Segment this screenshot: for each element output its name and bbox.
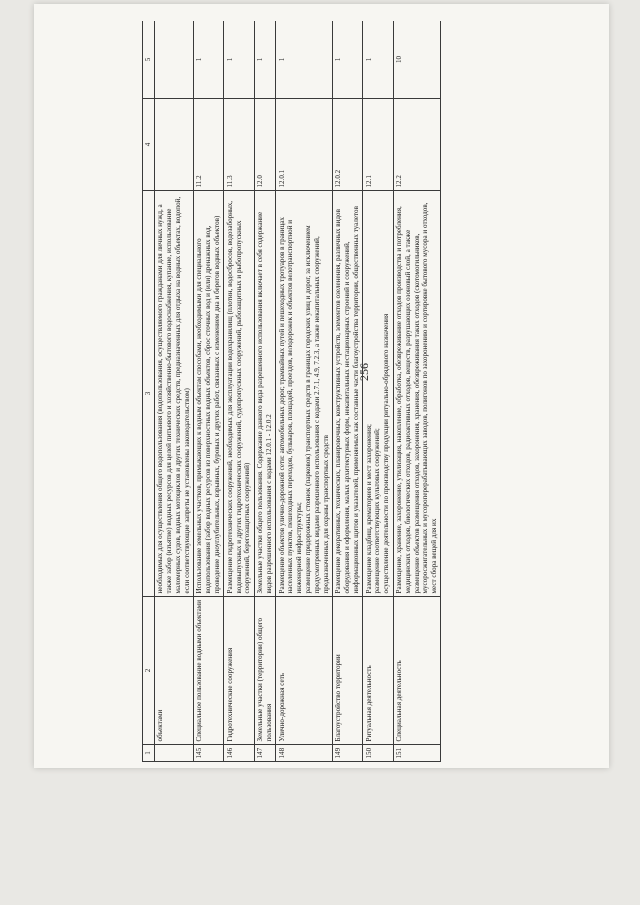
row-number-cell: 148 (276, 745, 333, 762)
use-description-cell (193, 191, 223, 597)
column-header: 3 (143, 191, 155, 597)
use-name-cell: Земельные участки (территории) общего пользования (254, 597, 276, 745)
use-description-cell (154, 191, 193, 597)
value-cell: 1 (193, 21, 223, 99)
table-row (276, 21, 333, 762)
page-number: 256 (357, 363, 371, 381)
use-code-cell: 12.0 (254, 99, 276, 191)
value-cell: 1 (332, 21, 362, 99)
use-description-cell (224, 191, 254, 597)
column-header: 2 (143, 597, 155, 745)
row-number-cell: 151 (393, 745, 441, 762)
description-paragraph: Размещение объектов улично-дорожной сети: автомобильных дорог, трамвайных путей и пешеходных тротуаров в границах населенных пунктов, пешеходных переходов, бульваров, площадей, проездов, велодорожек и объектов велотранспортной и инженерной инфраструктуры; (277, 217, 304, 594)
description-paragraph: Размещение декоративных, технических, планировочных, конструктивных устройств, элементов озеленения, различных видов оборудования и оформления, малых архитектурных форм, некапитальных нестационарных строений и сооружений, информационных щитов и указателей, применяемых как составные части благоустройства территории, общественных туалетов (334, 206, 360, 594)
description-paragraph: Размещение кладбищ, крематориев и мест захоронения; (364, 424, 373, 594)
column-header: 5 (143, 21, 155, 99)
use-description-cell (393, 191, 441, 597)
row-number-cell: 147 (254, 745, 276, 762)
value-cell: 1 (363, 21, 393, 99)
use-name-cell: Гидротехнические сооружения (224, 597, 254, 745)
value-cell (154, 21, 193, 99)
description-paragraph: размещение придорожных стоянок (парковок) транспортных средств в границах городских улиц и дорог, за исключением предусмотренных видами разрешенного использования с кодами 2.7.1, 4.9, 7.2.3, а также некапитальных сооружений, предназначенных для охраны транспортных средств (304, 225, 330, 594)
use-code-cell: 12.0.1 (276, 99, 333, 191)
table-row (193, 21, 223, 762)
use-description-cell (276, 191, 333, 597)
use-name-cell: Специальная деятельность (393, 597, 441, 745)
use-code-cell: 12.0.2 (332, 99, 362, 191)
table-row (332, 21, 362, 762)
column-header: 4 (143, 99, 155, 191)
use-code-cell (154, 99, 193, 191)
row-number-cell: 149 (332, 745, 362, 762)
use-name-cell: объектами (154, 597, 193, 745)
value-cell: 1 (254, 21, 276, 99)
description-paragraph: Земельные участки общего пользования. Содержание данного вида разрешенного использования включает в себя содержание видов разрешенного использования с кодами 12.0.1 - 12.0.2 (256, 211, 273, 594)
column-header: 1 (143, 745, 155, 762)
use-description-cell (332, 191, 362, 597)
table-row (363, 21, 393, 762)
table-row (224, 21, 254, 762)
row-number-cell (154, 745, 193, 762)
use-description-cell (254, 191, 276, 597)
use-name-cell: Благоустройство территории (332, 597, 362, 745)
use-description-cell (363, 191, 393, 597)
rotated-table-frame (142, 21, 632, 762)
row-number-cell: 146 (224, 745, 254, 762)
description-paragraph: осуществление деятельности по производству продукции ритуально-обрядового назначения (382, 313, 391, 594)
table-body (154, 21, 441, 762)
use-code-cell: 11.3 (224, 99, 254, 191)
description-paragraph: Использование земельных участков, примыкающих к водным объектам способами, необходимыми для специального водопользования (забор водных ресурсов из поверхностных водных объектов, сброс сточных вод и (или) дренажных вод, проведение дноуглубительных, взрывных, буровых и других работ, связанных с изменением дна и берегов водных объектов) (195, 215, 221, 594)
landscape-table-container (142, 21, 632, 762)
description-paragraph: Размещение, хранение, захоронение, утилизация, накопление, обработка, обезвреживание отходов производства и потребления, медицинских отходов, биологических отходов, радиоактивных отходов, веществ, разрушающих озоновый слой, а также размещение объектов размещения отходов, захоронения, хранения, обезвреживания таких отходов (скотомогильников, мусоросжигательных и мусороперерабатывающих заводов, полигонов по захоронению и сортировке бытового мусора и отходов, мест сбора вещей для их (395, 202, 439, 594)
use-code-cell: 12.1 (363, 99, 393, 191)
value-cell: 10 (393, 21, 441, 99)
use-name-cell: Специальное пользование водными объектами (193, 597, 223, 745)
use-code-cell: 12.2 (393, 99, 441, 191)
row-number-cell: 150 (363, 745, 393, 762)
row-number-cell: 145 (193, 745, 223, 762)
table-header-row (143, 21, 155, 762)
description-paragraph: необходимых для осуществления общего водопользования (водопользования, осуществляемого гражданами для личных нужд, а также забор (изъятие) водных ресурсов для целей питьевого и хозяйственно-бытового водоснабжения, купание, использование маломерных судов, водных мотоциклов и других технических средств, предназначенных для отдыха на водных объектах, водопой, если соответствующие запреты не установлены законодательством) (156, 196, 191, 594)
document-page (34, 4, 609, 768)
table-row (154, 21, 193, 762)
value-cell: 1 (276, 21, 333, 99)
description-paragraph: Размещение гидротехнических сооружений, необходимых для эксплуатации водохранилищ (плотин, водосбросов, водозаборных, водовыпускных и других гидротехнических сооружений, судопропускных сооружений, рыбозащитных и рыбопропускных сооружений, берегозащитных сооружений) (225, 200, 252, 594)
use-name-cell: Улично-дорожная сеть (276, 597, 333, 745)
table-row (393, 21, 441, 762)
land-use-table (142, 21, 441, 762)
use-name-cell: Ритуальная деятельность (363, 597, 393, 745)
description-paragraph: размещение соответствующих культовых сооружений; (373, 428, 382, 594)
use-code-cell: 11.2 (193, 99, 223, 191)
table-row (254, 21, 276, 762)
value-cell: 1 (224, 21, 254, 99)
